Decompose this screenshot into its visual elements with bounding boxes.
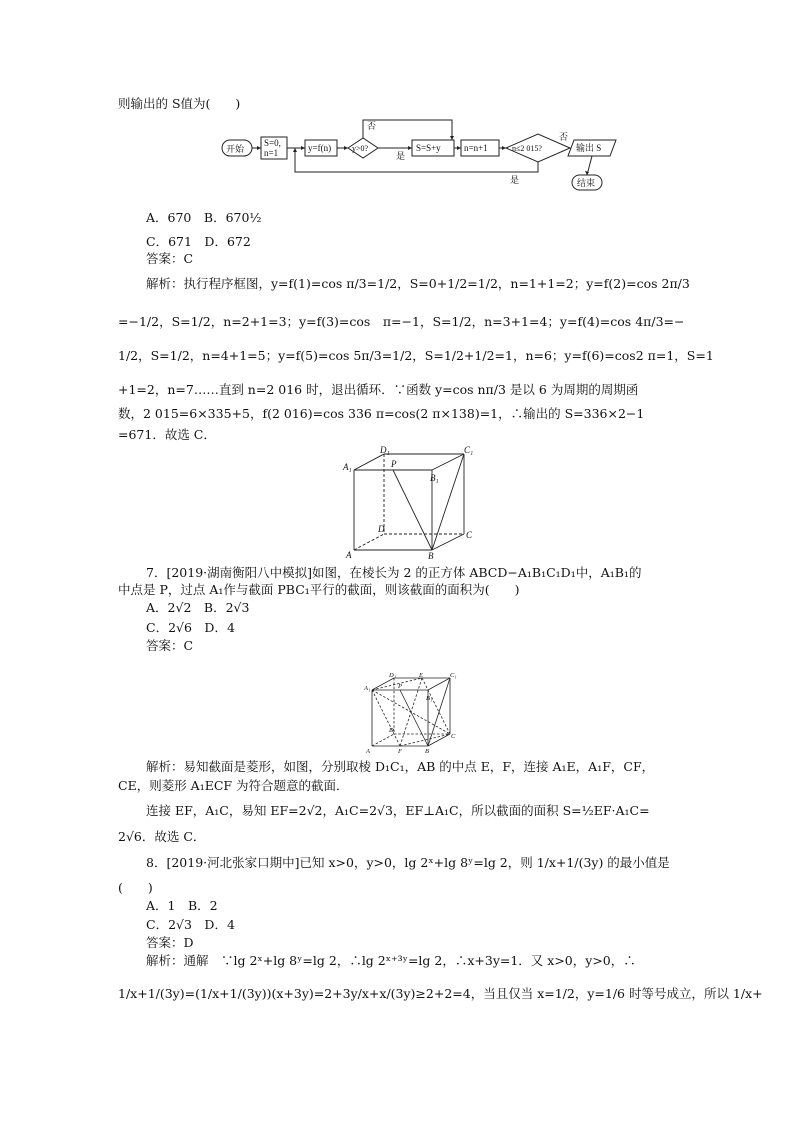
q6-solution-line: =671．故选 C． — [118, 427, 216, 442]
fc-output-label: 输出 S — [576, 143, 602, 153]
q7-stem-line-1: 7．[2019·湖南衡阳八中模拟]如图，在棱长为 2 的正方体 ABCD−A₁B₁C₁D₁中，A₁B₁的 — [146, 565, 642, 580]
q6-solution-line: 1/2，S=1/2，n=4+1=5；y=f(5)=cos 5π/3=1/2，S=1/2+1/2=1，n=6；y=f(6)=cos2 π=1，S=1 — [118, 348, 714, 363]
fc-cond2-label: n≤2 015? — [512, 144, 542, 153]
cube1-label-d1: D₁ — [380, 446, 390, 455]
cube1-label-c1: C₁ — [464, 446, 474, 455]
q7-answer: 答案：C — [146, 638, 194, 653]
cube2-label-e: E — [419, 672, 423, 679]
cube2-label-p: P — [398, 683, 402, 690]
q7-solution-line: 解析：易知截面是菱形，如图，分别取棱 D₁C₁，AB 的中点 E，F，连接 A₁E，A₁F，CF， — [146, 759, 655, 774]
q7-options-2: C．2√6 D．4 — [146, 620, 235, 635]
q8-stem-line-2: ( ) — [118, 880, 153, 895]
q8-stem-line-1: 8．[2019·河北张家口期中]已知 x>0，y>0，lg 2ˣ+lg 8ʸ=lg 2，则 1/x+1/(3y) 的最小值是 — [146, 855, 670, 870]
fc-start-label: 开始 — [226, 144, 245, 154]
q7-solution-line: 连接 EF，A₁C，易知 EF=2√2，A₁C=2√3，EF⊥A₁C，所以截面的面积 S=½EF·A₁C= — [146, 803, 650, 818]
q6-solution-line: =−1/2，S=1/2，n=2+1=3；y=f(3)=cos π=−1，S=1/2，n=3+1=4；y=f(4)=cos 4π/3=− — [118, 314, 685, 329]
fc-yes-label-2: 是 — [510, 175, 520, 185]
cube1-label-p: P — [391, 459, 397, 469]
fc-end-label: 结束 — [577, 178, 596, 188]
q6-options-2: C．671 D．672 — [146, 234, 251, 249]
fc-update-s-label: S=S+y — [416, 143, 441, 153]
cube2-label-f: F — [398, 748, 402, 755]
q6-solution-line: +1=2，n=7……直到 n=2 016 时，退出循环．∵函数 y=cos nπ/3 是以 6 为周期的周期函 — [118, 382, 639, 397]
q6-options-1: A．670 B．670½ — [146, 210, 262, 225]
q8-solution-line: 解析：通解 ∵lg 2ˣ+lg 8ʸ=lg 2，∴lg 2ˣ⁺³ʸ=lg 2，∴x+3y=1．又 x>0，y>0，∴ — [146, 953, 636, 968]
fc-init-label-2: n=1 — [264, 148, 279, 158]
q6-answer: 答案：C — [146, 251, 194, 266]
q7-stem-line-2: 中点是 P，过点 A₁作与截面 PBC₁平行的截面，则该截面的面积为( ) — [118, 582, 520, 597]
cube1-label-b: B — [428, 551, 434, 561]
q7-options-1: A．2√2 B．2√3 — [146, 600, 250, 615]
cube2-label-b: B — [425, 748, 429, 755]
fc-update-n-label: n=n+1 — [464, 143, 488, 153]
cube-figure-1 — [340, 446, 480, 562]
q6-solution-line: 解析：执行程序框图，y=f(1)=cos π/3=1/2，S=0+1/2=1/2，n=1+1=2；y=f(2)=cos 2π/3 — [146, 276, 690, 291]
cube2-label-c1: C₁ — [450, 672, 457, 679]
cube2-label-b1: B₁ — [426, 695, 433, 702]
q7-solution-line: CE，则菱形 A₁ECF 为符合题意的截面． — [118, 778, 349, 793]
cube1-label-a1: A₁ — [343, 462, 352, 472]
cube1-label-d: D — [378, 524, 385, 534]
cube-figure-2 — [362, 672, 462, 756]
q8-answer: 答案：D — [146, 935, 194, 950]
q6-stem: 则输出的 S值为( ) — [118, 96, 241, 111]
fc-func-label: y=f(n) — [308, 143, 332, 153]
q7-solution-line: 2√6．故选 C． — [118, 829, 206, 844]
q8-solution-line: 1/x+1/(3y)=(1/x+1/(3y))(x+3y)=2+3y/x+x/(3y)≥2+2=4，当且仅当 x=1/2，y=1/6 时等号成立，所以 1/x+ — [118, 986, 763, 1001]
fc-no-label-1: 否 — [367, 121, 377, 131]
cube1-label-c: C — [466, 530, 473, 540]
cube2-label-a1: A₁ — [364, 685, 371, 692]
flowchart — [220, 116, 620, 192]
fc-yes-label-1: 是 — [396, 151, 406, 161]
cube2-label-c: C — [451, 733, 456, 740]
cube1-label-a: A — [346, 550, 352, 560]
fc-init-label-1: S=0, — [264, 138, 281, 148]
q8-options-1: A．1 B．2 — [146, 898, 218, 913]
cube2-label-d: D — [389, 727, 394, 734]
cube2-label-d1: D₁ — [389, 672, 396, 679]
q6-solution-line: 数，2 015=6×335+5，f(2 016)=cos 336 π=cos(2 π×138)=1，∴输出的 S=336×2−1 — [118, 406, 645, 421]
cube1-label-b1: B₁ — [430, 473, 439, 483]
fc-no-label-2: 否 — [559, 132, 569, 142]
fc-cond1-label: y>0? — [352, 144, 369, 153]
q8-options-2: C．2√3 D．4 — [146, 917, 235, 932]
cube2-label-a: A — [366, 748, 370, 755]
